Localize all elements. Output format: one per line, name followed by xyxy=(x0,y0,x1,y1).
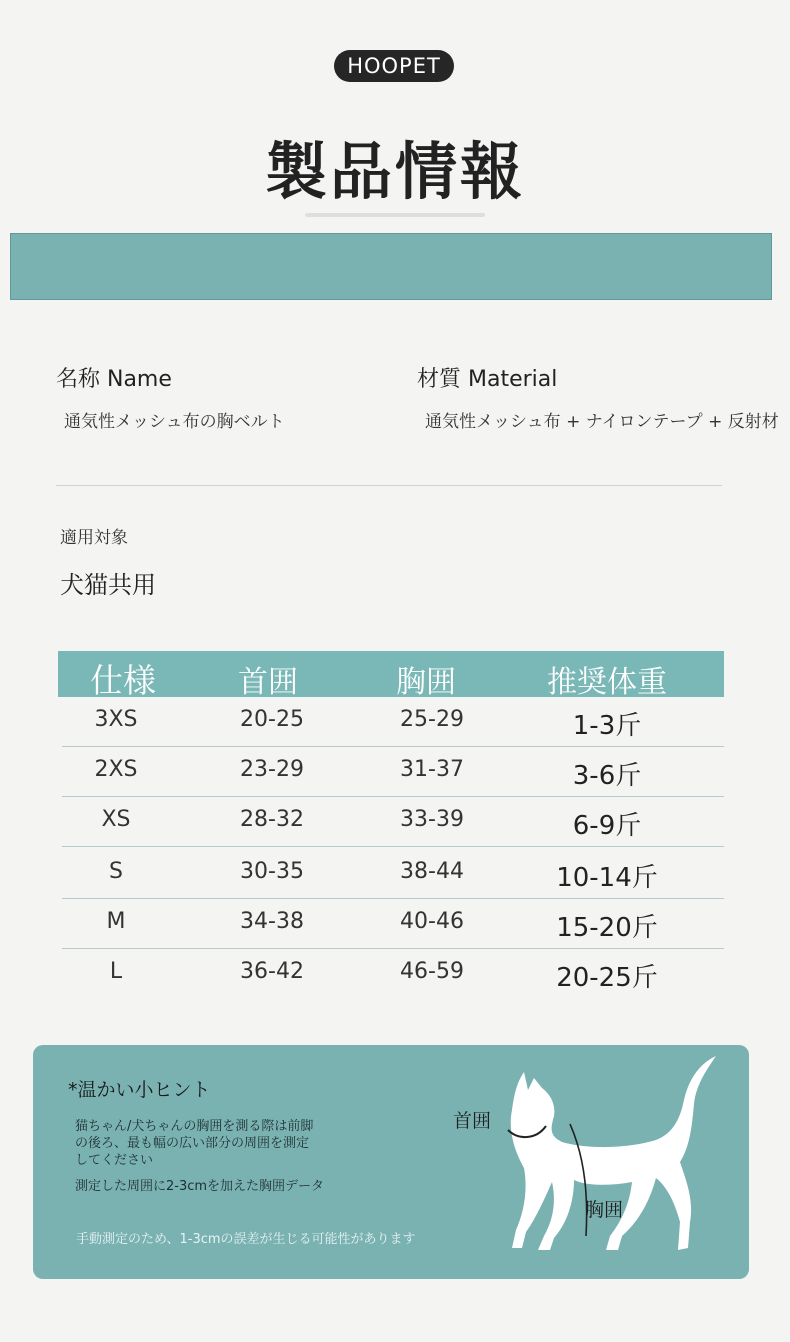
title-underline xyxy=(305,213,485,217)
cell-weight: 1-3斤 xyxy=(572,711,642,741)
table-row xyxy=(62,797,724,847)
cell-neck: 34-38 xyxy=(240,909,304,934)
cell-weight: 15-20斤 xyxy=(556,913,658,943)
table-row xyxy=(62,849,724,899)
cell-weight: 6-9斤 xyxy=(572,811,642,841)
tips-line: してください xyxy=(75,1153,154,1168)
cell-size: 3XS xyxy=(94,707,138,732)
header-chest: 胸囲 xyxy=(396,665,456,700)
cell-chest: 40-46 xyxy=(400,909,464,934)
cell-size: S xyxy=(109,859,123,884)
cell-chest: 46-59 xyxy=(400,959,464,984)
section-divider xyxy=(56,485,722,486)
tips-title: *温かい小ヒント xyxy=(68,1079,211,1101)
cell-weight: 10-14斤 xyxy=(556,863,658,893)
cell-neck: 20-25 xyxy=(240,707,304,732)
cell-neck: 28-32 xyxy=(240,807,304,832)
cell-chest: 33-39 xyxy=(400,807,464,832)
row-divider xyxy=(62,846,724,847)
target-label: 適用対象 xyxy=(60,528,128,548)
table-row xyxy=(62,899,724,949)
cell-chest: 38-44 xyxy=(400,859,464,884)
cell-neck: 36-42 xyxy=(240,959,304,984)
cell-size: 2XS xyxy=(94,757,138,782)
cell-size: M xyxy=(106,909,126,934)
cell-chest: 25-29 xyxy=(400,707,464,732)
teal-banner xyxy=(10,233,772,300)
cell-size: XS xyxy=(101,807,131,832)
cell-neck: 30-35 xyxy=(240,859,304,884)
header-neck: 首囲 xyxy=(238,665,298,700)
name-value: 通気性メッシュ布の胸ベルト xyxy=(64,412,285,432)
table-row xyxy=(62,747,724,797)
tips-note: 手動測定のため、1-3cmの誤差が生じる可能性があります xyxy=(76,1232,416,1247)
neck-label: 首囲 xyxy=(453,1110,492,1132)
header-spec: 仕様 xyxy=(90,661,156,700)
chest-label: 胸囲 xyxy=(585,1199,624,1221)
cell-chest: 31-37 xyxy=(400,757,464,782)
target-value: 犬猫共用 xyxy=(60,571,156,599)
cell-weight: 20-25斤 xyxy=(556,963,658,993)
cell-weight: 3-6斤 xyxy=(572,761,642,791)
material-value: 通気性メッシュ布 + ナイロンテープ + 反射材 xyxy=(425,412,779,432)
cell-neck: 23-29 xyxy=(240,757,304,782)
page-title: 製品情報 xyxy=(264,135,525,208)
brand-badge: HOOPET xyxy=(334,50,454,82)
cell-size: L xyxy=(109,959,123,984)
table-row xyxy=(62,697,724,747)
tips-line: の後ろ、最も幅の広い部分の周囲を測定 xyxy=(75,1136,310,1151)
tips-line: 猫ちゃん/犬ちゃんの胸囲を測る際は前脚 xyxy=(75,1119,314,1134)
name-label: 名称 Name xyxy=(56,367,172,392)
table-row xyxy=(62,949,724,999)
material-label: 材質 Material xyxy=(417,367,558,392)
cat-silhouette-icon xyxy=(490,1050,730,1260)
header-weight: 推奨体重 xyxy=(547,665,667,700)
tips-line: 測定した周囲に2-3cmを加えた胸囲データ xyxy=(75,1179,325,1194)
size-table-header xyxy=(58,651,724,700)
